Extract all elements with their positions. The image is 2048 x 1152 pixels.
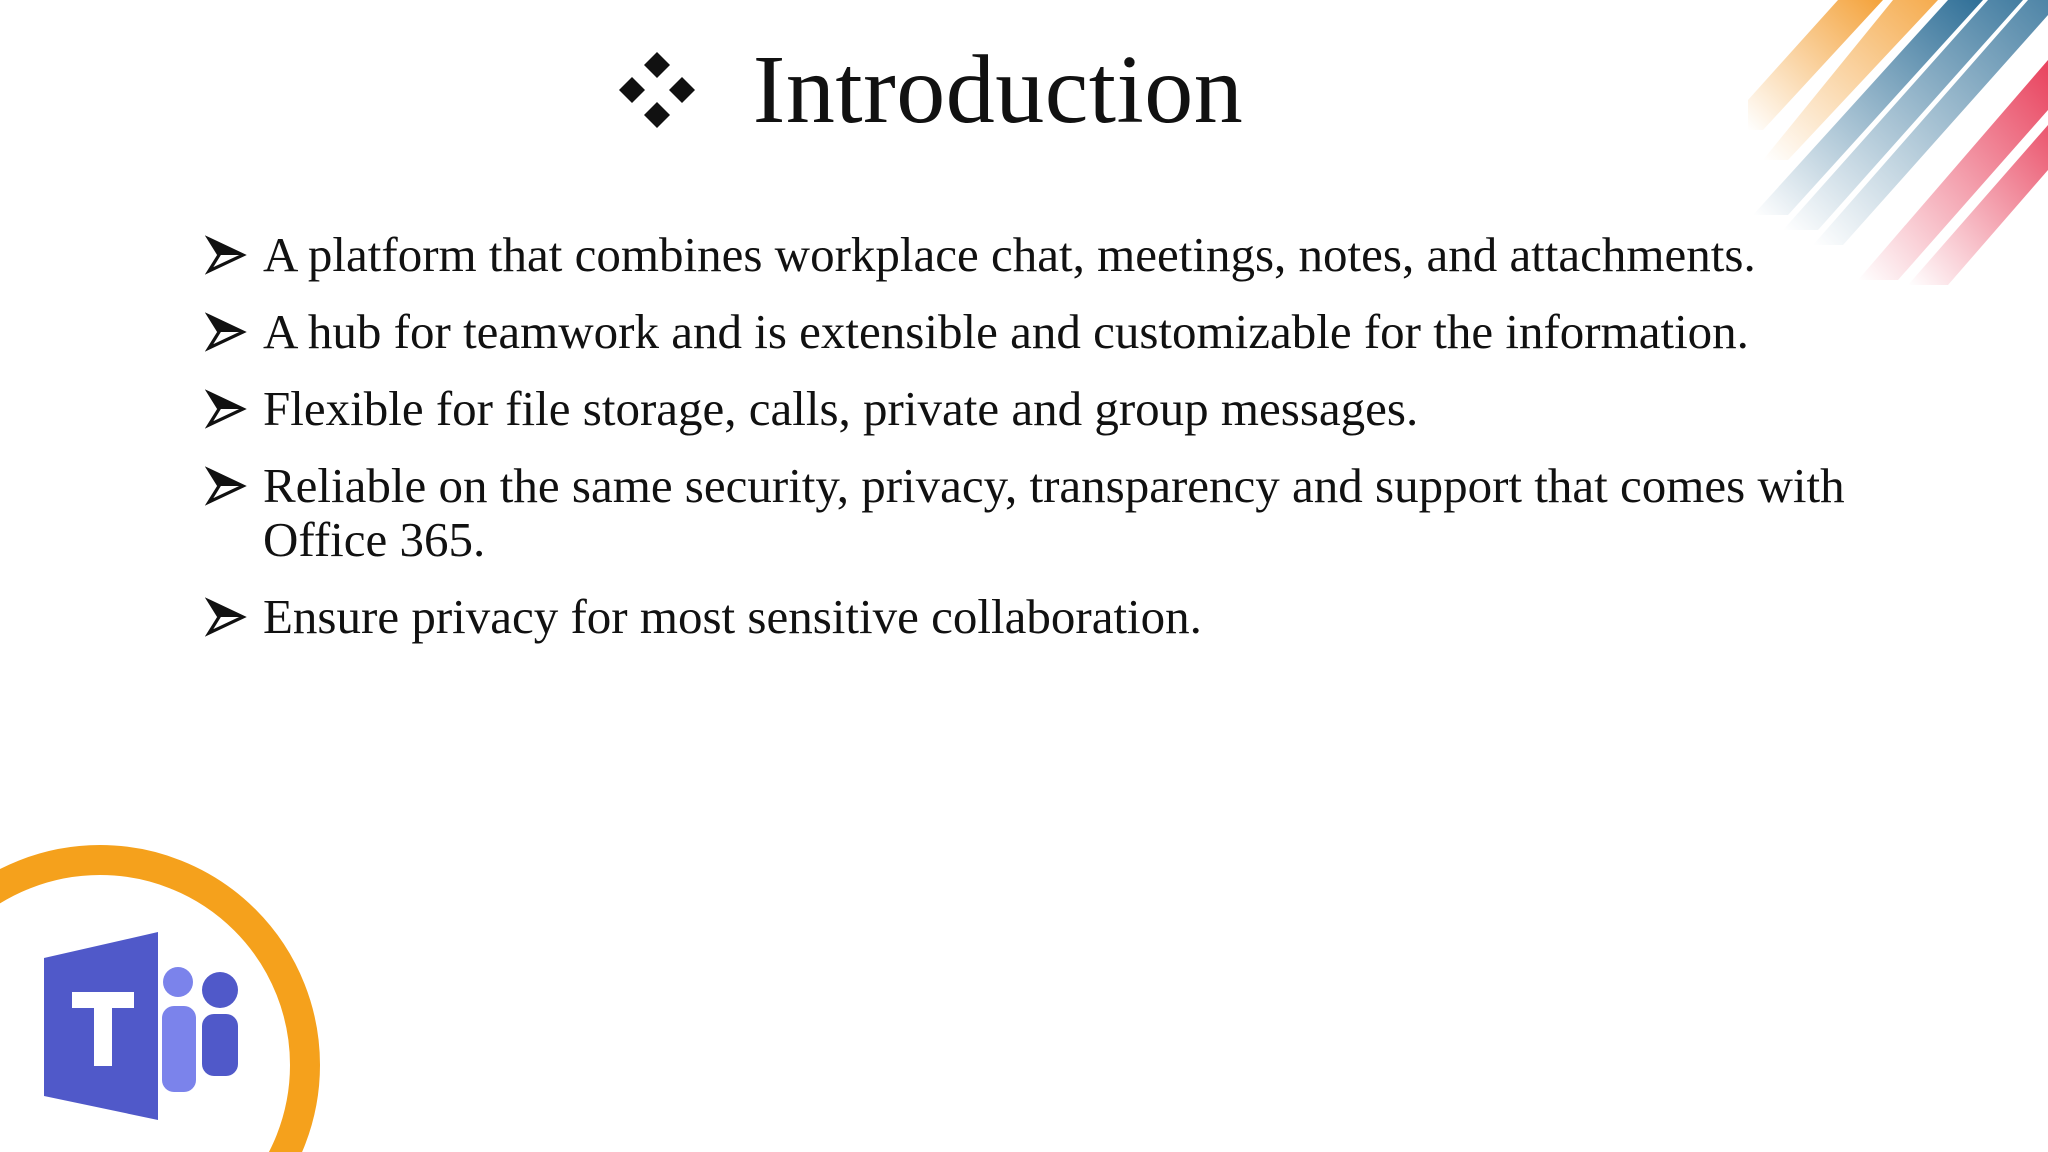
bullet-text: Ensure privacy for most sensitive collaboration. [263, 589, 1202, 644]
bullet-list [205, 228, 1845, 667]
list-item [205, 590, 1845, 644]
teams-logo-icon [44, 930, 244, 1122]
bullet-text: Reliable on the same security, privacy, transparency and support that comes with Office 365. [263, 458, 1845, 567]
list-item [205, 305, 1845, 359]
arrowhead-bullet-icon [205, 235, 247, 275]
bullet-text: A platform that combines workplace chat, meetings, notes, and attachments. [263, 227, 1756, 282]
list-item [205, 459, 1845, 567]
list-item [205, 382, 1845, 436]
list-item [205, 228, 1845, 282]
arrowhead-bullet-icon [205, 312, 247, 352]
arrowhead-bullet-icon [205, 597, 247, 637]
arrowhead-bullet-icon [205, 466, 247, 506]
diamond-cluster-icon [617, 50, 697, 130]
slide-title: Introduction [752, 36, 1244, 144]
bullet-text: Flexible for file storage, calls, private and group messages. [263, 381, 1419, 436]
arrowhead-bullet-icon [205, 389, 247, 429]
title-row [0, 30, 1860, 150]
bullet-text: A hub for teamwork and is extensible and customizable for the information. [263, 304, 1749, 359]
